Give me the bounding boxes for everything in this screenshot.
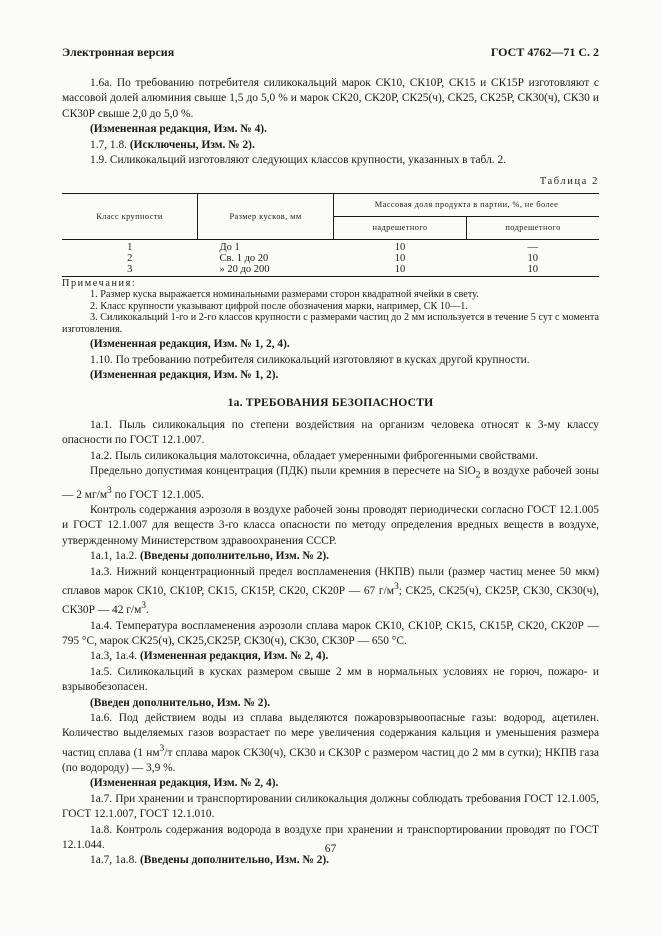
superscript: 3 <box>141 601 147 612</box>
paragraph-1a-3-1a-4 <box>62 649 599 664</box>
paragraph-1-7-1-8 <box>62 138 599 153</box>
note-3: 3. Силикокальций 1-го и 2-го классов крупности с размерами частиц до 2 мм используется в течение 5 сут с момента изготовления. <box>62 312 599 335</box>
added-note-2: (Введен дополнительно, Изм. № 2). <box>90 696 271 709</box>
section-title: 1а. ТРЕБОВАНИЯ БЕЗОПАСНОСТИ <box>227 395 434 409</box>
header-edition-label: Электронная версия <box>62 45 175 59</box>
column-header-undersize: подрешетного <box>467 216 599 239</box>
table-row <box>62 239 599 253</box>
nkpv-text-end: . <box>146 604 149 617</box>
amendment-note-2-4: (Измененная редакция, Изм. № 2, 4). <box>90 777 279 790</box>
pdk-text-start: Предельно допустимая концентрация (ПДК) пыли кремния в пересчете на SiO <box>90 465 476 478</box>
cell-oversize: 10 <box>394 252 406 264</box>
cell-size: До 1 <box>219 241 240 253</box>
column-header-size: Размер кусков, мм <box>198 193 334 239</box>
column-header-oversize: надрешетного <box>334 216 467 239</box>
subscript: 2 <box>475 470 481 481</box>
cell-class: 1 <box>127 241 133 253</box>
notes-title: Примечания: <box>62 277 137 289</box>
paragraph-number: 1.7, 1.8. <box>90 138 128 151</box>
superscript: 3 <box>107 485 112 496</box>
pdk-text-end: по ГОСТ 12.1.005. <box>111 488 205 501</box>
table-row <box>62 253 599 264</box>
gas-text-start: 1а.6. Под действием воды из сплава выделяются пожаровзрывоопасные газы: водород, ацетилен. Количество выделяемых газов возрастает по мере увеличения содержания кальция и уменьшения размера частиц сплава (1 нм <box>62 711 599 759</box>
paragraph-1-6a: 1.6а. По требованию потребителя силикокальций марок СК10, СК10Р, СК15 и СК15Р изготовляют с массовой долей алюминия свыше 1,5 до 5,0 % и марок СК20, СК20Р, СК25(ч), СК25, СК25Р, СК30(ч), СК30 и СК30Р свыше 2,0 до 5,0 %. <box>62 77 599 120</box>
note-1: 1. Размер куска выражается номинальными размерами сторон квадратной ячейки в свету. <box>90 289 479 301</box>
amendment-note-1-2: (Измененная редакция, Изм. № 1, 2). <box>90 369 279 382</box>
superscript: 3 <box>159 743 165 754</box>
paragraph-number: 1а.1, 1а.2. <box>90 550 138 563</box>
paragraph-1a-6 <box>62 711 599 776</box>
paragraph-1a-7-1a-8 <box>62 853 599 868</box>
amendment-note-4: (Измененная редакция, Изм. № 4). <box>90 123 267 136</box>
paragraph-1a-4: 1а.4. Температура воспламенения аэрозоли сплава марок СК10, СК10Р, СК15, СК15Р, СК20, СК20Р — 795 °С, марок СК25(ч), СК25,СК25Р, СК30(ч), СК30, СК30Р — 650 °С. <box>62 619 599 647</box>
note-2: 2. Класс крупности указывают цифрой после обозначения марки, например, СК 10—1. <box>90 300 468 312</box>
paragraph-pdk <box>62 464 599 503</box>
paragraph-1a-3 <box>62 565 599 619</box>
paragraph-1a-2: 1а.2. Пыль силикокальция малотоксична, обладает умеренными фиброгенными свойствами. <box>90 449 538 462</box>
cell-undersize: — <box>527 241 539 253</box>
table-caption: Таблица 2 <box>539 176 599 188</box>
paragraph-1a-1-1a-2 <box>62 549 599 564</box>
added-note: (Введены дополнительно, Изм. № 2). <box>140 550 330 563</box>
paragraph-number: 1а.3, 1а.4. <box>90 650 138 663</box>
cell-class: 3 <box>62 264 198 277</box>
table-row <box>62 264 599 277</box>
amendment-note: (Измененная редакция, Изм. № 2, 4). <box>140 650 329 663</box>
cell-class: 2 <box>127 252 133 264</box>
amendment-note-1-2-4: (Измененная редакция, Изм. № 1, 2, 4). <box>90 338 290 351</box>
page-number: 67 <box>324 843 337 855</box>
nkpv-text-start: 1а.3. Нижний концентрационный предел воспламенения (НКПВ) пыли (размер частиц менее 50 мкм) сплавов марок СК10, СК10Р, СК15, СК15Р, СК20, СК20Р — 67 г/м <box>62 565 599 597</box>
column-header-mass-fraction: Массовая доля продукта в партии, %, не более <box>334 193 600 216</box>
paragraph-1-10: 1.10. По требованию потребителя силикокальций изготовляют в кусках другой крупности. <box>90 353 530 366</box>
gas-text-end: /т сплава марок СК30(ч), СК30 и СК30Р с размером частиц до 2 мм в сутки); НКПВ газа (по водороду) — 3,9 %. <box>62 746 599 774</box>
added-note: (Введены дополнительно, Изм. № 2). <box>140 854 330 867</box>
cell-undersize: 10 <box>527 252 539 264</box>
size-class-table <box>62 193 599 277</box>
header-standard-code: ГОСТ 4762—71 С. 2 <box>490 45 599 59</box>
paragraph-1a-1: 1а.1. Пыль силикокальция по степени воздействия на организм человека относят к 3-му классу опасности по ГОСТ 12.1.007. <box>62 418 599 447</box>
nkpv-text-mid: ; СК25, СК25(ч), СК25Р, СК30, СК30(ч), СК30Р — 42 г/м <box>62 584 599 617</box>
paragraph-aerosol-control: Контроль содержания аэрозоля в воздухе рабочей зоны проводят периодически согласно ГОСТ 12.1.005 и ГОСТ 12.1.007 для веществ 3-го класса опасности по методу определения вредных веществ в воздухе, утвержденному Министерством здравоохранения СССР. <box>62 504 599 547</box>
paragraph-1a-5: 1а.5. Силикокальций в кусках размером свыше 2 мм в нормальных условиях не горюч, пожаро- и взрывобезопасен. <box>62 665 599 694</box>
column-header-class: Класс крупности <box>62 193 198 239</box>
pdk-text-mid: в воздухе рабочей зоны — 2 мг/м <box>62 465 599 501</box>
cell-size: Св. 1 до 20 <box>219 252 269 264</box>
paragraph-1-9: 1.9. Силикокальций изготовляют следующих классов крупности, указанных в табл. 2. <box>90 154 506 167</box>
cell-undersize: 10 <box>467 264 599 277</box>
paragraph-1a-7: 1а.7. При хранении и транспортировании силикокальция должны соблюдать требования ГОСТ 12.1.005, ГОСТ 12.1.007, ГОСТ 12.1.010. <box>62 792 599 821</box>
paragraph-number: 1а.7, 1а.8. <box>90 854 138 867</box>
paragraph-1a-8: 1а.8. Контроль содержания водорода в воздухе при хранении и транспортировании проводят по ГОСТ 12.1.044. <box>62 823 599 851</box>
cell-size: » 20 до 200 <box>198 264 334 277</box>
superscript: 3 <box>393 582 399 593</box>
excluded-note: (Исключены, Изм. № 2). <box>129 138 255 151</box>
cell-oversize: 10 <box>334 264 467 277</box>
page-content <box>62 76 599 869</box>
cell-oversize: 10 <box>394 241 406 253</box>
